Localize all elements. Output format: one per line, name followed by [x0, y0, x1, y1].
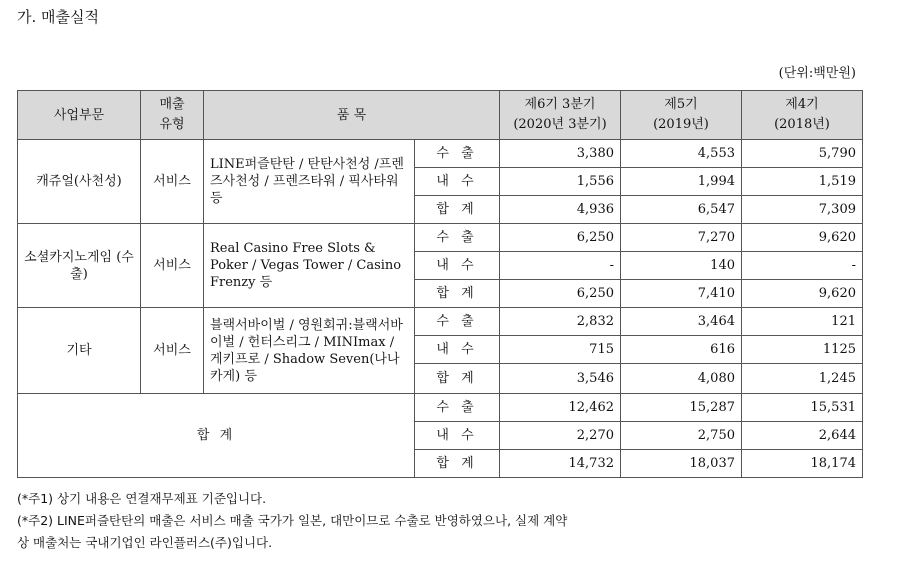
value-y5: 4,553: [621, 140, 742, 168]
value-y4: 5,790: [742, 140, 863, 168]
footnotes: [17, 488, 567, 554]
segment-cell: 소셜카지노게임 (수출): [18, 224, 141, 308]
value-y4: 121: [742, 308, 863, 336]
kind-cell: 내 수: [415, 336, 500, 364]
value-y4: 9,620: [742, 224, 863, 252]
value-y4: 18,174: [742, 450, 863, 478]
value-y5: 15,287: [621, 394, 742, 422]
table-row: [18, 224, 863, 252]
sales-type-cell: 서비스: [141, 140, 204, 224]
kind-cell: 내 수: [415, 422, 500, 450]
table-row: [18, 140, 863, 168]
kind-cell: 내 수: [415, 252, 500, 280]
segment-cell: 기타: [18, 308, 141, 394]
table-row: [18, 308, 863, 336]
value-y5: 7,270: [621, 224, 742, 252]
value-y5: 6,547: [621, 196, 742, 224]
value-q3: 14,732: [500, 450, 621, 478]
unit-label: (단위:백만원): [778, 66, 856, 81]
value-q3: 3,546: [500, 364, 621, 394]
value-y4: 7,309: [742, 196, 863, 224]
header-sales-type: [141, 91, 204, 140]
section-heading: 가. 매출실적: [17, 8, 99, 26]
value-y4: 1125: [742, 336, 863, 364]
total-label: 합 계: [18, 394, 415, 478]
footnote-1: (*주1) 상기 내용은 연결재무제표 기준입니다.: [17, 491, 267, 506]
kind-cell: 수 출: [415, 308, 500, 336]
header-y5-line1: 제5기: [664, 97, 698, 112]
value-y5: 4,080: [621, 364, 742, 394]
value-y5: 7,410: [621, 280, 742, 308]
header-fy2019: [621, 91, 742, 140]
kind-cell: 내 수: [415, 168, 500, 196]
value-q3: -: [500, 252, 621, 280]
item-cell: 블랙서바이벌 / 영원회귀:블랙서바이벌 / 헌터스리그 / MINImax / 게키프로 / Shadow Seven(나나카게) 등: [204, 308, 415, 394]
value-y5: 1,994: [621, 168, 742, 196]
kind-cell: 합 계: [415, 450, 500, 478]
value-q3: 3,380: [500, 140, 621, 168]
value-y4: 15,531: [742, 394, 863, 422]
kind-cell: 수 출: [415, 140, 500, 168]
header-y4-line1: 제4기: [785, 97, 819, 112]
value-q3: 2,270: [500, 422, 621, 450]
header-row: [18, 91, 863, 140]
value-q3: 1,556: [500, 168, 621, 196]
value-y4: 1,519: [742, 168, 863, 196]
footnote-2-cont: 상 매출처는 국내기업인 라인플러스(주)입니다.: [17, 535, 273, 550]
value-y5: 2,750: [621, 422, 742, 450]
sales-table: [17, 90, 863, 478]
value-y5: 616: [621, 336, 742, 364]
item-cell: LINE퍼즐탄탄 / 탄탄사천성 /프렌즈사천성 / 프렌즈타워 / 픽사타워 등: [204, 140, 415, 224]
header-sales-type-line2: 유형: [159, 117, 185, 132]
header-y5-line2: (2019년): [653, 117, 709, 132]
value-y4: -: [742, 252, 863, 280]
value-y4: 1,245: [742, 364, 863, 394]
header-q3-line2: (2020년 3분기): [513, 117, 607, 132]
total-row: [18, 394, 863, 422]
header-item: 품 목: [204, 91, 500, 140]
value-q3: 715: [500, 336, 621, 364]
kind-cell: 수 출: [415, 394, 500, 422]
sales-type-cell: 서비스: [141, 308, 204, 394]
value-y4: 2,644: [742, 422, 863, 450]
header-q3-2020: [500, 91, 621, 140]
kind-cell: 수 출: [415, 224, 500, 252]
item-cell: Real Casino Free Slots & Poker / Vegas Tower / Casino Frenzy 등: [204, 224, 415, 308]
value-q3: 2,832: [500, 308, 621, 336]
header-fy2018: [742, 91, 863, 140]
kind-cell: 합 계: [415, 364, 500, 394]
value-q3: 6,250: [500, 280, 621, 308]
value-y5: 140: [621, 252, 742, 280]
value-q3: 6,250: [500, 224, 621, 252]
sales-type-cell: 서비스: [141, 224, 204, 308]
segment-cell: 캐쥬얼(사천성): [18, 140, 141, 224]
value-q3: 12,462: [500, 394, 621, 422]
value-y4: 9,620: [742, 280, 863, 308]
header-segment: 사업부문: [18, 91, 141, 140]
value-q3: 4,936: [500, 196, 621, 224]
value-y5: 3,464: [621, 308, 742, 336]
header-y4-line2: (2018년): [774, 117, 830, 132]
footnote-2: (*주2) LINE퍼즐탄탄의 매출은 서비스 매출 국가가 일본, 대만이므로 수출로 반영하였으나, 실제 계약: [17, 513, 568, 528]
kind-cell: 합 계: [415, 280, 500, 308]
value-y5: 18,037: [621, 450, 742, 478]
kind-cell: 합 계: [415, 196, 500, 224]
header-q3-line1: 제6기 3분기: [524, 97, 596, 112]
header-sales-type-line1: 매출: [159, 97, 185, 112]
